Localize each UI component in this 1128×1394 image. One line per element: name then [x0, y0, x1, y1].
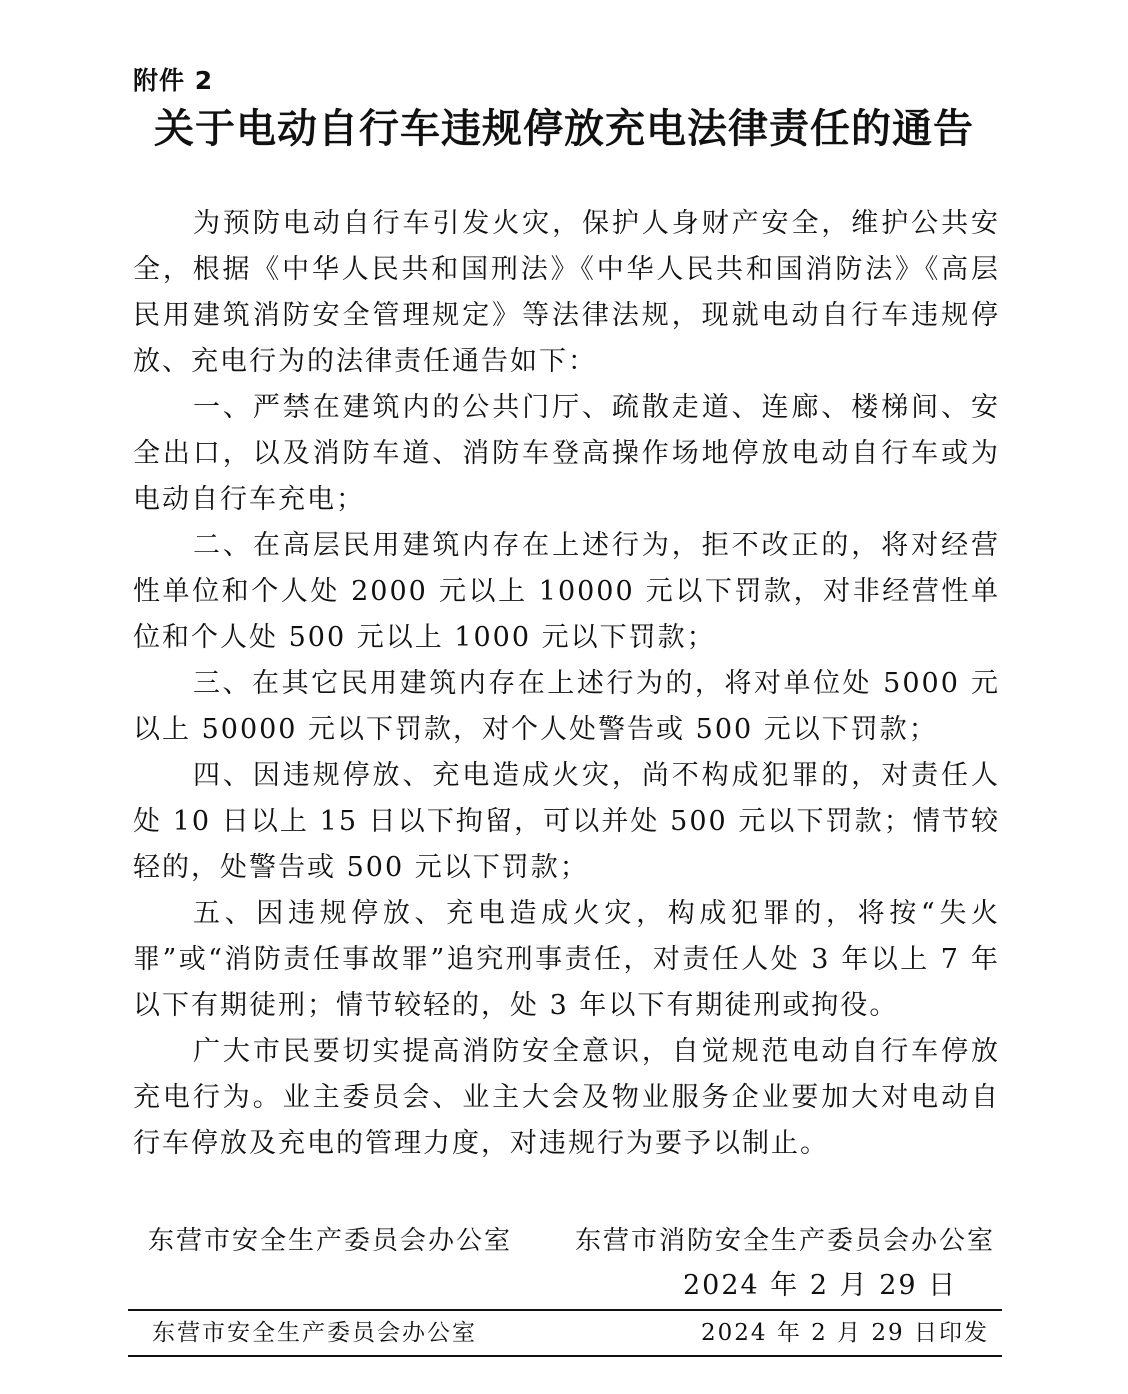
paragraph-item-1: 一、严禁在建筑内的公共门厅、疏散走道、连廊、楼梯间、安全出口，以及消防车道、消防车登高操作场地停放电动自行车或为电动自行车充电； — [133, 392, 1000, 515]
paragraph-closing: 广大市民要切实提高消防安全意识，自觉规范电动自行车停放充电行为。业主委员会、业主大会及物业服务企业要加大对电动自行车停放及充电的管理力度，对违规行为要予以制止。 — [133, 1036, 1000, 1159]
signature-issuer-left: 东营市安全生产委员会办公室 — [148, 1226, 513, 1256]
footer-bottom-rule — [128, 1355, 1002, 1357]
paragraph-item-2: 二、在高层民用建筑内存在上述行为，拒不改正的，将对经营性单位和个人处 2000 元以上 10000 元以下罚款，对非经营性单位和个人处 500 元以上 1000 元以下罚款； — [133, 530, 1000, 653]
attachment-label: 附件 2 — [133, 66, 214, 95]
document-body — [133, 201, 1000, 1167]
document-title: 关于电动自行车违规停放充电法律责任的通告 — [154, 106, 974, 152]
signature-issuer-right: 东营市消防安全生产委员会办公室 — [575, 1226, 996, 1256]
footer-issuer: 东营市安全生产委员会办公室 — [152, 1320, 477, 1346]
footer-print-date: 2024 年 2 月 29 日印发 — [701, 1320, 989, 1346]
paragraph-item-3: 三、在其它民用建筑内存在上述行为的，将对单位处 5000 元以上 50000 元以下罚款，对个人处警告或 500 元以下罚款； — [133, 668, 1000, 745]
paragraph-item-4: 四、因违规停放、充电造成火灾，尚不构成犯罪的，对责任人处 10 日以上 15 日以下拘留，可以并处 500 元以下罚款；情节较轻的，处警告或 500 元以下罚款； — [133, 760, 1000, 883]
signature-date: 2024 年 2 月 29 日 — [683, 1270, 958, 1301]
paragraph-intro: 为预防电动自行车引发火灾，保护人身财产安全，维护公共安全，根据《中华人民共和国刑法》《中华人民共和国消防法》《高层民用建筑消防安全管理规定》等法律法规，现就电动自行车违规停放、充电行为的法律责任通告如下： — [133, 208, 1000, 377]
paragraph-item-5: 五、因违规停放、充电造成火灾，构成犯罪的，将按“失火罪”或“消防责任事故罪”追究刑事责任，对责任人处 3 年以上 7 年以下有期徒刑；情节较轻的，处 3 年以下有期徒刑或拘役。 — [133, 898, 1000, 1021]
footer-top-rule — [128, 1309, 1002, 1311]
